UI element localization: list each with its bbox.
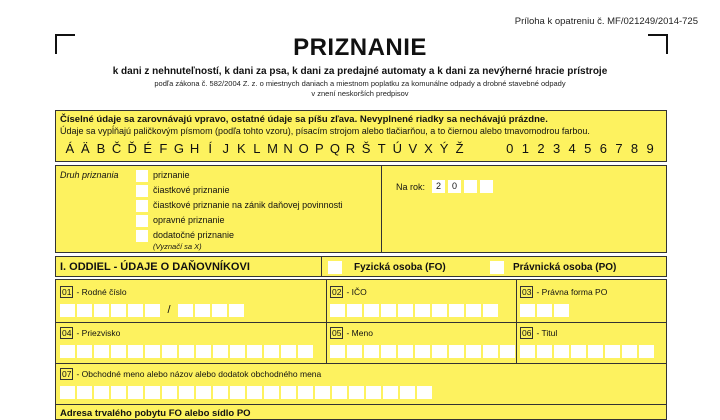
- sample-letter: Š: [361, 141, 371, 156]
- legal-basis-line-2: v znení neskorších predpisov: [311, 89, 409, 98]
- year-label: Na rok:: [396, 181, 426, 192]
- fo-label: Fyzická osoba (FO): [354, 262, 446, 273]
- sample-letter: P: [314, 141, 324, 156]
- sample-digit: 6: [599, 141, 607, 156]
- sample-letter: M: [267, 141, 278, 156]
- sample-letter: R: [345, 141, 356, 156]
- fo-checkbox[interactable]: [328, 261, 342, 274]
- birth-number-separator: /: [167, 304, 171, 316]
- field-04-label: 04 - Priezvisko: [62, 328, 121, 338]
- sample-digit: 9: [646, 141, 654, 156]
- form-subtitle: k dani z nehnuteľností, k dani za psa, k dani za predajné automaty a k dani za nevýherné hracie prístroje: [112, 66, 608, 77]
- address-heading: Adresa trvalého pobytu FO alebo sídlo PO: [60, 408, 251, 419]
- sample-letter: H: [189, 141, 200, 156]
- option-opravne[interactable]: opravné priznanie: [136, 215, 225, 227]
- mark-hint: (Vyznačí sa X): [153, 242, 202, 251]
- field-03-label: 03 - Právna forma PO: [522, 287, 608, 297]
- sample-letter: Q: [329, 141, 340, 156]
- po-label: Právnická osoba (PO): [513, 262, 617, 273]
- surname-input[interactable]: [60, 345, 315, 358]
- sample-digit: 5: [584, 141, 592, 156]
- business-name-input[interactable]: [60, 386, 434, 399]
- checkbox[interactable]: [136, 215, 148, 227]
- sample-letter: F: [159, 141, 168, 156]
- declaration-type-label: Druh priznania: [60, 170, 119, 180]
- sample-letter: Á: [65, 141, 75, 156]
- sample-digit: 7: [615, 141, 623, 156]
- section-1-title: I. ODDIEL - ÚDAJE O DAŇOVNÍKOVI: [60, 261, 250, 273]
- sample-letter: Ä: [81, 141, 90, 156]
- sample-letters: [62, 141, 467, 156]
- ico-input[interactable]: [330, 304, 500, 317]
- sample-letter: L: [253, 141, 261, 156]
- field-06-label: 06 - Titul: [522, 328, 558, 338]
- sample-digit: 0: [506, 141, 514, 156]
- sample-digit: 1: [521, 141, 529, 156]
- divider: [56, 322, 666, 323]
- instructions-box: [55, 110, 667, 162]
- sample-letter: B: [96, 141, 106, 156]
- sample-letter: G: [173, 141, 185, 156]
- year-digit[interactable]: 0: [448, 180, 461, 193]
- field-05-label: 05 - Meno: [332, 328, 373, 338]
- sample-letter: T: [377, 141, 386, 156]
- legal-form-input[interactable]: [520, 304, 571, 317]
- legal-basis-line-1: podľa zákona č. 582/2004 Z. z. o miestnych daniach a miestnom poplatku za komunálne odpady a drobné stavebné odpady: [154, 79, 566, 88]
- sample-letter: J: [222, 141, 229, 156]
- option-ciastkove[interactable]: čiastkové priznanie: [136, 185, 230, 197]
- option-dodatocne[interactable]: dodatočné priznanie: [136, 230, 234, 242]
- title-input[interactable]: [520, 345, 656, 358]
- sample-letter: Ú: [392, 141, 402, 156]
- sample-letter: K: [236, 141, 246, 156]
- form-title: PRIZNANIE: [293, 34, 427, 61]
- year-digit-input[interactable]: [464, 180, 477, 193]
- declaration-type-box: [55, 165, 667, 253]
- sample-letter: É: [143, 141, 153, 156]
- checkbox[interactable]: [136, 200, 148, 212]
- sample-letter: Č: [111, 141, 122, 156]
- checkbox[interactable]: [136, 170, 148, 182]
- year-digit[interactable]: 2: [432, 180, 445, 193]
- checkbox[interactable]: [136, 230, 148, 242]
- sample-letter: N: [283, 141, 293, 156]
- year-field: [396, 180, 493, 193]
- sample-digit: 8: [630, 141, 639, 156]
- option-zanik[interactable]: čiastkové priznanie na zánik daňovej povinnosti: [136, 200, 343, 212]
- sample-letter: X: [424, 141, 433, 156]
- field-02-label: 02 - IČO: [332, 287, 367, 297]
- field-07-label: 07 - Obchodné meno alebo názov alebo dodatok obchodného mena: [62, 369, 322, 379]
- sample-letter: O: [298, 141, 309, 156]
- divider: [321, 257, 322, 276]
- divider: [56, 363, 666, 364]
- sample-letter: Í: [208, 141, 212, 156]
- taxpayer-fields: [55, 279, 667, 420]
- divider: [326, 280, 327, 363]
- field-01-label: 01 - Rodné číslo: [62, 287, 127, 297]
- sample-letter: V: [408, 141, 418, 156]
- option-priznanie[interactable]: priznanie: [136, 170, 190, 182]
- checkbox[interactable]: [136, 185, 148, 197]
- sample-digit: 3: [552, 141, 561, 156]
- sample-digit: 2: [537, 141, 545, 156]
- sample-letter: Ž: [455, 141, 464, 156]
- divider: [381, 166, 382, 252]
- divider: [56, 404, 666, 405]
- po-checkbox[interactable]: [490, 261, 504, 274]
- first-name-input[interactable]: [330, 345, 517, 358]
- section-1-header: [55, 256, 667, 277]
- birth-number-input[interactable]: [60, 304, 246, 317]
- sample-digit: 4: [568, 141, 576, 156]
- sample-letter: Ý: [439, 141, 449, 156]
- year-digit-input[interactable]: [480, 180, 493, 193]
- sample-digits: [502, 141, 658, 156]
- sample-letter: Ď: [127, 141, 137, 156]
- annex-reference: Príloha k opatreniu č. MF/021249/2014-725: [514, 16, 698, 27]
- instructions-line-2: Údaje sa vypĺňajú paličkovým písmom (podľa tohto vzoru), písacím strojom alebo tlačiarňou, a to čiernou alebo tmavomodrou farbou.: [60, 126, 590, 136]
- instructions-line-1: Číselné údaje sa zarovnávajú vpravo, ostatné údaje sa píšu zľava. Nevyplnené riadky sa nechávajú prázdne.: [60, 114, 548, 125]
